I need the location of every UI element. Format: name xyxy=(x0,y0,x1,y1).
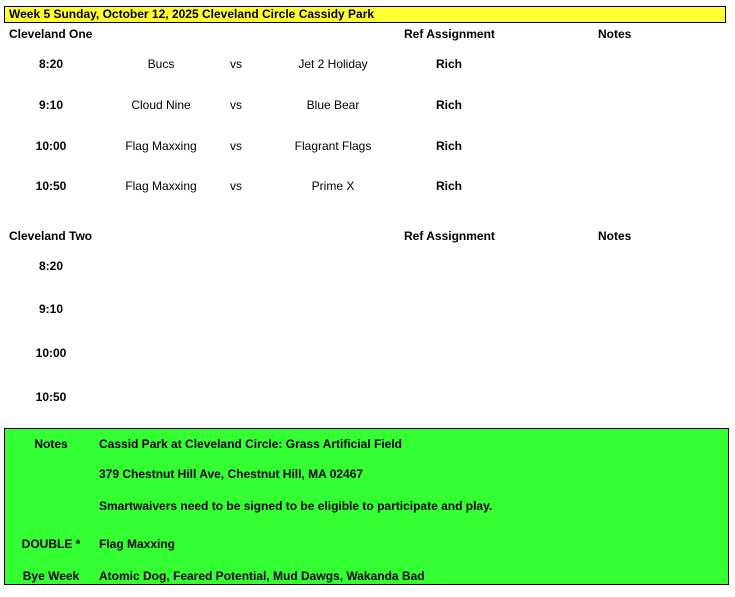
game-row xyxy=(0,139,735,155)
field-one-notes-header: Notes xyxy=(598,27,632,41)
double-label: DOUBLE * xyxy=(21,537,81,551)
field-one-heading: Cleveland One xyxy=(9,27,93,41)
vs-label: vs xyxy=(230,98,242,112)
notes-label: Notes xyxy=(34,437,68,451)
home-team: Flag Maxxing xyxy=(125,179,197,193)
game-row xyxy=(0,98,735,114)
field-two-notes-header: Notes xyxy=(598,229,632,243)
ref-name: Rich xyxy=(435,98,463,112)
game-time: 9:10 xyxy=(38,98,64,112)
away-team: Jet 2 Holiday xyxy=(298,57,368,71)
ref-name: Rich xyxy=(435,179,463,193)
vs-label: vs xyxy=(230,139,242,153)
double-value: Flag Maxxing xyxy=(99,537,176,551)
waiver-note: Smartwaivers need to be signed to be eligible to participate and play. xyxy=(99,499,493,513)
away-team: Prime X xyxy=(311,179,355,193)
page-title: Week 5 Sunday, October 12, 2025 Cleveland Circle Cassidy Park xyxy=(4,6,726,23)
venue-note: Cassid Park at Cleveland Circle: Grass Artificial Field xyxy=(99,437,403,451)
game-time: 8:20 xyxy=(38,259,64,273)
game-time: 9:10 xyxy=(38,302,64,316)
home-team: Flag Maxxing xyxy=(125,139,197,153)
game-time: 8:20 xyxy=(38,57,64,71)
address-note: 379 Chestnut Hill Ave, Chestnut Hill, MA 02467 xyxy=(99,467,364,481)
ref-name: Rich xyxy=(435,57,463,71)
game-row xyxy=(0,57,735,73)
field-two-heading: Cleveland Two xyxy=(9,229,93,243)
vs-label: vs xyxy=(230,179,242,193)
home-team: Bucs xyxy=(147,57,175,71)
field-two-ref-header: Ref Assignment xyxy=(404,229,495,243)
game-time: 10:50 xyxy=(35,390,67,404)
ref-name: Rich xyxy=(435,139,463,153)
away-team: Flagrant Flags xyxy=(294,139,372,153)
vs-label: vs xyxy=(230,57,242,71)
game-time: 10:50 xyxy=(35,179,67,193)
game-time: 10:00 xyxy=(35,139,67,153)
bye-value: Atomic Dog, Feared Potential, Mud Dawgs, Wakanda Bad xyxy=(99,569,425,583)
field-one-ref-header: Ref Assignment xyxy=(404,27,495,41)
away-team: Blue Bear xyxy=(306,98,360,112)
home-team: Cloud Nine xyxy=(131,98,191,112)
game-row xyxy=(0,179,735,195)
game-time: 10:00 xyxy=(35,346,67,360)
bye-label: Bye Week xyxy=(22,569,80,583)
